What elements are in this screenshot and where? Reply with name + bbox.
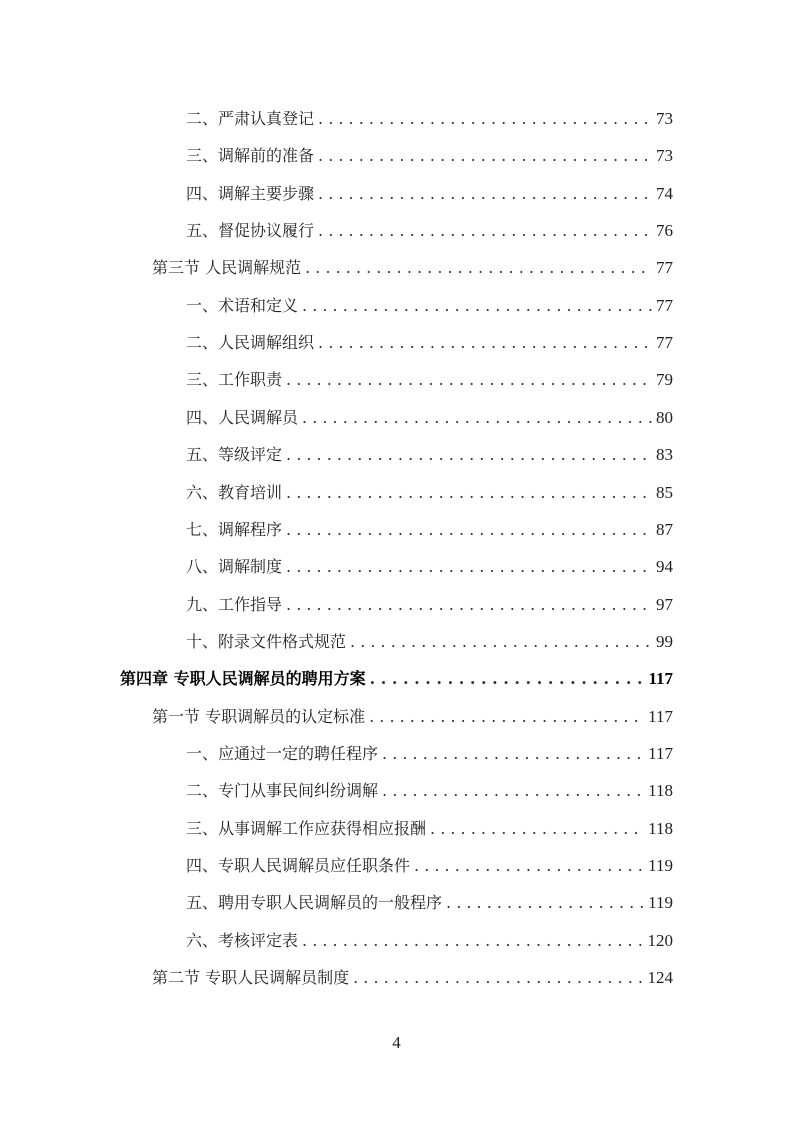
toc-entry-page: 77 — [656, 258, 673, 278]
toc-entry-title: 三、从事调解工作应获得相应报酬 — [186, 818, 427, 838]
toc-entry-title: 八、调解制度 — [186, 557, 283, 577]
toc-entry-title: 一、应通过一定的聘任程序 — [186, 743, 379, 763]
toc-entry-title: 三、调解前的准备 — [186, 146, 315, 166]
toc-item-entry[interactable] — [186, 810, 673, 847]
page-number: 4 — [392, 1033, 401, 1052]
dot-leader — [286, 361, 652, 398]
toc-entry-page: 74 — [656, 183, 673, 203]
toc-chapter-entry[interactable] — [120, 660, 673, 697]
toc-entry-page: 118 — [648, 781, 673, 801]
toc-entry-page: 79 — [656, 370, 673, 390]
toc-entry-title: 六、考核评定表 — [186, 930, 299, 950]
dot-leader — [302, 922, 643, 959]
toc-item-entry[interactable] — [186, 772, 673, 809]
toc-entry-page: 94 — [656, 557, 673, 577]
toc-entry-page: 87 — [656, 519, 673, 539]
toc-entry-title: 七、调解程序 — [186, 519, 283, 539]
toc-entry-page: 85 — [656, 482, 673, 502]
toc-entry-title: 二、严肃认真登记 — [186, 109, 315, 128]
dot-leader — [318, 212, 652, 249]
toc-entry-page: 73 — [656, 146, 673, 166]
dot-leader — [302, 287, 652, 324]
toc-section-entry[interactable] — [152, 698, 673, 735]
dot-leader — [302, 399, 652, 436]
toc-item-entry[interactable] — [186, 137, 673, 174]
toc-item-entry[interactable] — [186, 399, 673, 436]
toc-entry-page: 77 — [656, 295, 673, 315]
toc-item-entry[interactable] — [186, 175, 673, 212]
toc-item-entry[interactable] — [186, 474, 673, 511]
toc-item-entry[interactable] — [186, 623, 673, 660]
dot-leader — [350, 623, 652, 660]
dot-leader — [414, 847, 644, 884]
toc-entry-title: 五、督促协议履行 — [186, 221, 315, 241]
dot-leader — [318, 324, 652, 361]
toc-entry-page: 118 — [648, 818, 673, 838]
toc-item-entry[interactable] — [186, 436, 673, 473]
toc-entry-title: 五、聘用专职人民调解员的一般程序 — [186, 893, 443, 913]
toc-entry-title: 四、人民调解员 — [186, 407, 299, 427]
dot-leader — [286, 436, 652, 473]
toc-entry-title: 三、工作职责 — [186, 370, 283, 390]
toc-item-entry[interactable] — [186, 511, 673, 548]
dot-leader — [318, 175, 652, 212]
toc-entry-title: 五、等级评定 — [186, 445, 283, 465]
dot-leader — [369, 698, 644, 735]
toc-entry-page: 73 — [656, 109, 673, 128]
toc-item-entry[interactable] — [186, 324, 673, 361]
toc-item-entry[interactable] — [186, 735, 673, 772]
toc-entry-title: 第四章 专职人民调解员的聘用方案 — [120, 669, 366, 689]
toc-item-entry[interactable] — [186, 847, 673, 884]
dot-leader — [286, 586, 652, 623]
dot-leader — [286, 474, 652, 511]
toc-section-entry[interactable] — [152, 249, 673, 286]
toc-entry-title: 二、专门从事民间纠纷调解 — [186, 781, 379, 801]
toc-entry-page: 97 — [656, 594, 673, 614]
toc-entry-title: 第一节 专职调解员的认定标准 — [152, 706, 366, 726]
toc-item-entry[interactable] — [186, 548, 673, 585]
dot-leader — [430, 810, 644, 847]
dot-leader — [305, 249, 652, 286]
dot-leader — [370, 660, 645, 697]
toc-entry-title: 一、术语和定义 — [186, 295, 299, 315]
toc-entry-page: 99 — [656, 631, 673, 651]
toc-entry-page: 80 — [656, 407, 673, 427]
toc-entry-page: 77 — [656, 333, 673, 353]
toc-entry-title: 四、专职人民调解员应任职条件 — [186, 856, 411, 875]
toc-item-entry[interactable] — [186, 212, 673, 249]
dot-leader — [286, 548, 652, 585]
toc-entry-title: 十、附录文件格式规范 — [186, 631, 347, 651]
toc-entry-title: 第三节 人民调解规范 — [152, 258, 302, 278]
dot-leader — [318, 100, 652, 137]
toc-item-entry[interactable] — [186, 100, 673, 137]
dot-leader — [446, 884, 644, 921]
toc-entry-title: 四、调解主要步骤 — [186, 183, 315, 203]
toc-section-entry[interactable] — [152, 959, 673, 996]
toc-entry-page: 117 — [648, 669, 673, 689]
toc-item-entry[interactable] — [186, 287, 673, 324]
toc-entry-page: 117 — [648, 706, 673, 726]
toc-item-entry[interactable] — [186, 586, 673, 623]
toc-entry-title: 六、教育培训 — [186, 482, 283, 502]
dot-leader — [382, 735, 644, 772]
toc-entry-page: 120 — [647, 930, 673, 950]
dot-leader — [286, 511, 652, 548]
toc-item-entry[interactable] — [186, 361, 673, 398]
toc-item-entry[interactable] — [186, 922, 673, 959]
toc-item-entry[interactable] — [186, 884, 673, 921]
dot-leader — [318, 137, 652, 174]
toc-entry-page: 83 — [656, 445, 673, 465]
toc-entry-title: 第二节 专职人民调解员制度 — [152, 968, 350, 988]
dot-leader — [353, 959, 643, 996]
toc-entry-title: 二、人民调解组织 — [186, 333, 315, 353]
toc-entry-page: 119 — [648, 856, 673, 875]
toc-entry-page: 119 — [648, 893, 673, 913]
toc-entry-title: 九、工作指导 — [186, 594, 283, 614]
toc-entry-page: 76 — [656, 221, 673, 241]
toc-entry-page: 117 — [648, 743, 673, 763]
toc-entry-page: 124 — [647, 968, 673, 988]
dot-leader — [382, 772, 644, 809]
